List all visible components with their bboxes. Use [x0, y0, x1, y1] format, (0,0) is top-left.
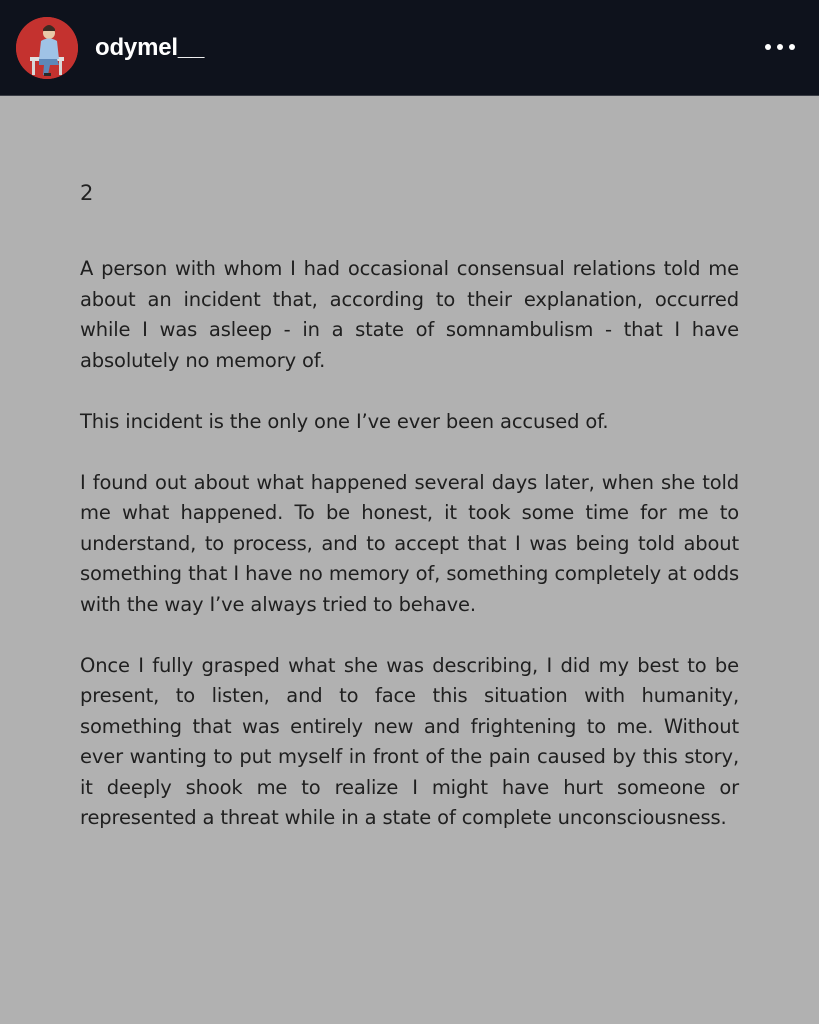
- statement-text: [80, 254, 739, 864]
- person-seated-icon: [16, 17, 78, 79]
- paragraph-1: A person with whom I had occasional consensual relations told me about an incident that, according to their explanation, occurred while I was asleep - in a state of somnambulism - that I have absolutely no memory of.: [80, 257, 739, 372]
- username[interactable]: odymel__: [95, 34, 205, 61]
- dot: [789, 44, 795, 50]
- post-image: [0, 96, 819, 1024]
- post-header: [0, 0, 819, 96]
- paragraph-2: This incident is the only one I’ve ever been accused of.: [80, 409, 609, 433]
- avatar[interactable]: [16, 17, 78, 79]
- paragraph-4: Once I fully grasped what she was describing, I did my best to be present, to listen, and to face this situation with humanity, something that was entirely new and frightening to me. Without ever wanting to put myself in front of the pain caused by this story, it deeply shook me to realize I might have hurt someone or represented a threat while in a state of complete unconsciousness.: [80, 653, 739, 829]
- dot: [777, 44, 783, 50]
- more-horizontal-icon[interactable]: [760, 36, 800, 58]
- paragraph-3: I found out about what happened several days later, when she told me what happened. To be honest, it took some time for me to understand, to process, and to accept that I was being told about something that I have no memory of, something completely at odds with the way I’ve always tried to behave.: [80, 470, 739, 616]
- slide-number: 2: [80, 181, 94, 205]
- dot: [765, 44, 771, 50]
